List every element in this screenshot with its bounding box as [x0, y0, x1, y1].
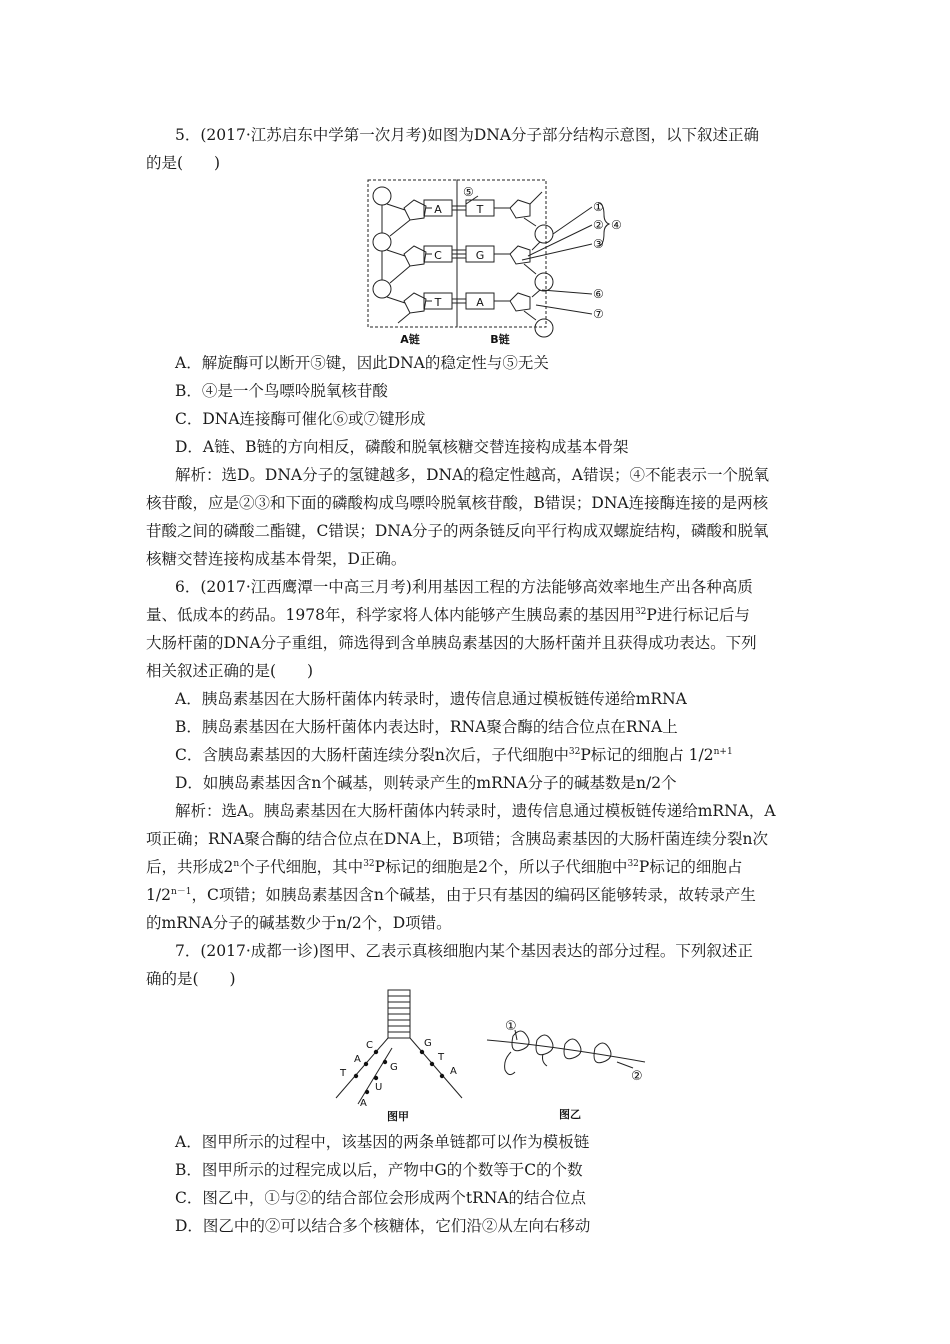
q6-option-c: C．含胰岛素基因的大肠杆菌连续分裂n次后，子代细胞中$^{32}$P标记的细胞占 $1/2^{n+1}$ — [175, 746, 733, 764]
q6-option-d: D．如胰岛素基因含n个碱基，则转录产生的mRNA分子的碱基数是n/2个 — [175, 774, 677, 792]
jia-right-letter-1: G — [424, 1038, 432, 1049]
marker-2: ② — [593, 218, 604, 232]
base-left-2: C — [434, 249, 442, 262]
marker-7: ⑦ — [593, 307, 604, 321]
q5-stem-line1: 5．(2017·江苏启东中学第一次月考)如图为DNA分子部分结构示意图，以下叙述正确 — [175, 126, 760, 144]
label-jia: 图甲 — [387, 1110, 409, 1123]
jia-rna-letter-1: G — [390, 1062, 398, 1073]
q5-answer-line3: 苷酸之间的磷酸二酯键，C错误；DNA分子的两条链反向平行构成双螺旋结构，磷酸和脱氧 — [146, 522, 769, 540]
q6-stem-line3: 大肠杆菌的DNA分子重组，筛选得到含单胰岛素基因的大肠杆菌并且获得成功表达。下列 — [146, 634, 757, 652]
jia-rna-letter-3: A — [360, 1098, 367, 1109]
jia-left-letter-3: T — [340, 1068, 347, 1079]
chain-a-label: A链 — [400, 333, 420, 346]
base-right-2: G — [475, 249, 485, 262]
q6-stem-line4: 相关叙述正确的是( ) — [146, 662, 314, 680]
jia-rna-letter-2: U — [375, 1082, 383, 1093]
q7-stem-line1: 7．(2017·成都一诊)图甲、乙表示真核细胞内某个基因表达的部分过程。下列叙述正 — [175, 942, 753, 960]
marker-6: ⑥ — [593, 287, 604, 301]
marker-4: ④ — [611, 218, 622, 232]
yi-marker-2: ② — [631, 1069, 643, 1084]
q5-option-b: B．④是一个鸟嘌呤脱氧核苷酸 — [175, 382, 388, 400]
q6-stem-line2: 量、低成本的药品。1978年，科学家将人体内能够产生胰岛素的基因用$^{32}$P进行标记后与 — [146, 606, 750, 624]
yi-marker-1: ① — [505, 1019, 517, 1034]
base-right-1: T — [476, 203, 484, 216]
q6-option-a: A．胰岛素基因在大肠杆菌体内转录时，遗传信息通过模板链传递给mRNA — [175, 690, 687, 708]
q6-answer-line3: 后，共形成2$^n$个子代细胞，其中$^{32}$P标记的细胞是2个，所以子代细胞中$^{32}$P标记的细胞占 — [146, 858, 743, 876]
jia-left-letter-1: C — [366, 1040, 373, 1051]
transcription-figure-jia — [330, 986, 480, 1123]
chain-b-label: B链 — [490, 333, 510, 346]
q7-stem-line2: 确的是( ) — [146, 970, 236, 988]
q7-option-d: D．图乙中的②可以结合多个核糖体，它们沿②从左向右移动 — [175, 1217, 591, 1235]
q5-answer-line2: 核苷酸，应是②③和下面的磷酸构成鸟嘌呤脱氧核苷酸，B错误；DNA连接酶连接的是两核 — [146, 494, 769, 512]
translation-figure-yi — [485, 1018, 655, 1121]
marker-5: ⑤ — [463, 185, 474, 199]
jia-right-letter-2: T — [438, 1052, 445, 1063]
base-left-1: A — [434, 203, 442, 216]
q5-answer-line1: 解析：选D。DNA分子的氢键越多，DNA的稳定性越高，A错误；④不能表示一个脱氧 — [175, 466, 769, 484]
dna-structure-figure — [360, 178, 640, 348]
q6-stem-line1: 6．(2017·江西鹰潭一中高三月考)利用基因工程的方法能够高效率地生产出各种高质 — [175, 578, 753, 596]
q5-option-c: C．DNA连接酶可催化⑥或⑦键形成 — [175, 410, 426, 428]
q6-answer-line2: 项正确；RNA聚合酶的结合位点在DNA上，B项错；含胰岛素基因的大肠杆菌连续分裂n次 — [146, 830, 768, 848]
q6-option-b: B．胰岛素基因在大肠杆菌体内表达时，RNA聚合酶的结合位点在RNA上 — [175, 718, 678, 736]
q5-answer-line4: 核糖交替连接构成基本骨架，D正确。 — [146, 550, 407, 568]
marker-3: ③ — [593, 237, 604, 251]
jia-left-letter-2: A — [354, 1054, 361, 1065]
q5-stem-line2: 的是( ) — [146, 154, 221, 172]
marker-1: ① — [593, 200, 604, 214]
label-yi: 图乙 — [559, 1108, 581, 1121]
base-right-3: A — [476, 296, 484, 309]
q6-answer-line5: 的mRNA分子的碱基数少于n/2个，D项错。 — [146, 914, 452, 932]
q6-answer-line4: $1/2^{n-1}$，C项错；如胰岛素基因含n个碱基，由于只有基因的编码区能够转录，故转录产生 — [146, 886, 756, 904]
base-left-3: T — [434, 296, 442, 309]
q7-option-b: B．图甲所示的过程完成以后，产物中G的个数等于C的个数 — [175, 1161, 583, 1179]
q7-option-a: A．图甲所示的过程中，该基因的两条单链都可以作为模板链 — [175, 1133, 590, 1151]
q6-answer-line1: 解析：选A。胰岛素基因在大肠杆菌体内转录时，遗传信息通过模板链传递给mRNA，A — [175, 802, 776, 820]
jia-right-letter-3: A — [450, 1066, 457, 1077]
q5-option-a: A．解旋酶可以断开⑤键，因此DNA的稳定性与⑤无关 — [175, 354, 549, 372]
q5-option-d: D．A链、B链的方向相反，磷酸和脱氧核糖交替连接构成基本骨架 — [175, 438, 629, 456]
q7-option-c: C．图乙中，①与②的结合部位会形成两个tRNA的结合位点 — [175, 1189, 587, 1207]
